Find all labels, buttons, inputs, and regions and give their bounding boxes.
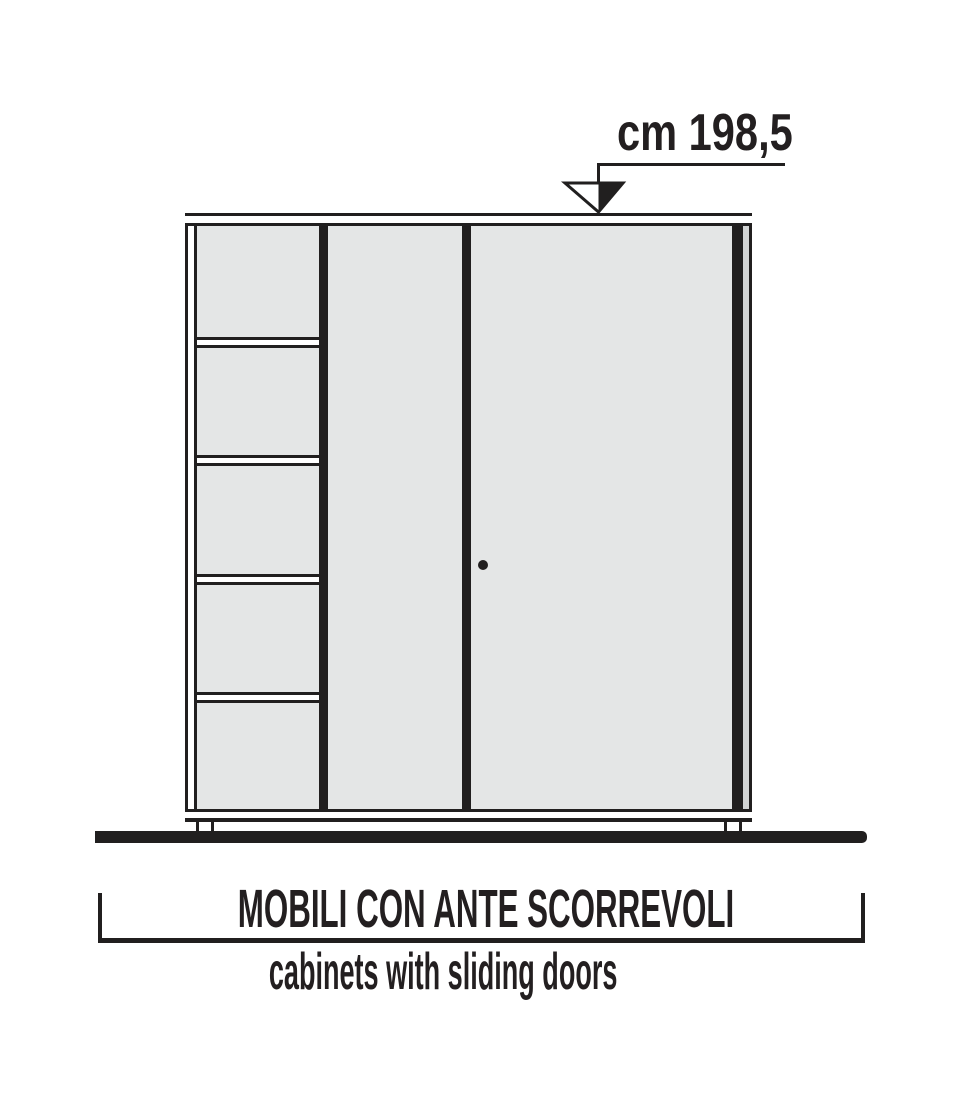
- shelf-divider: [197, 455, 319, 466]
- sliding-door-middle: [328, 226, 462, 812]
- shelf-column: [197, 226, 319, 812]
- dimension-arrow-icon: [560, 156, 790, 216]
- cabinet-right-edge-outer: [749, 226, 752, 812]
- shelf-divider: [197, 337, 319, 348]
- door-door-divider: [462, 226, 471, 812]
- cabinet-right-edge-band: [732, 226, 743, 812]
- shelf-divider: [197, 574, 319, 585]
- dimension-label: [595, 106, 791, 160]
- caption-subtitle-english-text: cabinets with sliding doors: [268, 943, 618, 1001]
- door-handle-dot: [478, 560, 488, 570]
- dimension-label-text: cm 198,5: [616, 104, 793, 162]
- cabinet-left-edge-outer: [185, 226, 188, 812]
- shelf-divider: [197, 692, 319, 703]
- cabinet-top-panel: [185, 213, 752, 226]
- cabinet-bottom-panel: [185, 812, 752, 822]
- caption-title-italian-text: MOBILI CON ANTE SCORREVOLI: [237, 879, 735, 939]
- caption-title-italian: [58, 881, 828, 937]
- caption-subtitle-english: [58, 944, 828, 1000]
- column-door-divider: [319, 226, 328, 812]
- sliding-door-right: [471, 226, 732, 812]
- floor-line: [95, 831, 867, 843]
